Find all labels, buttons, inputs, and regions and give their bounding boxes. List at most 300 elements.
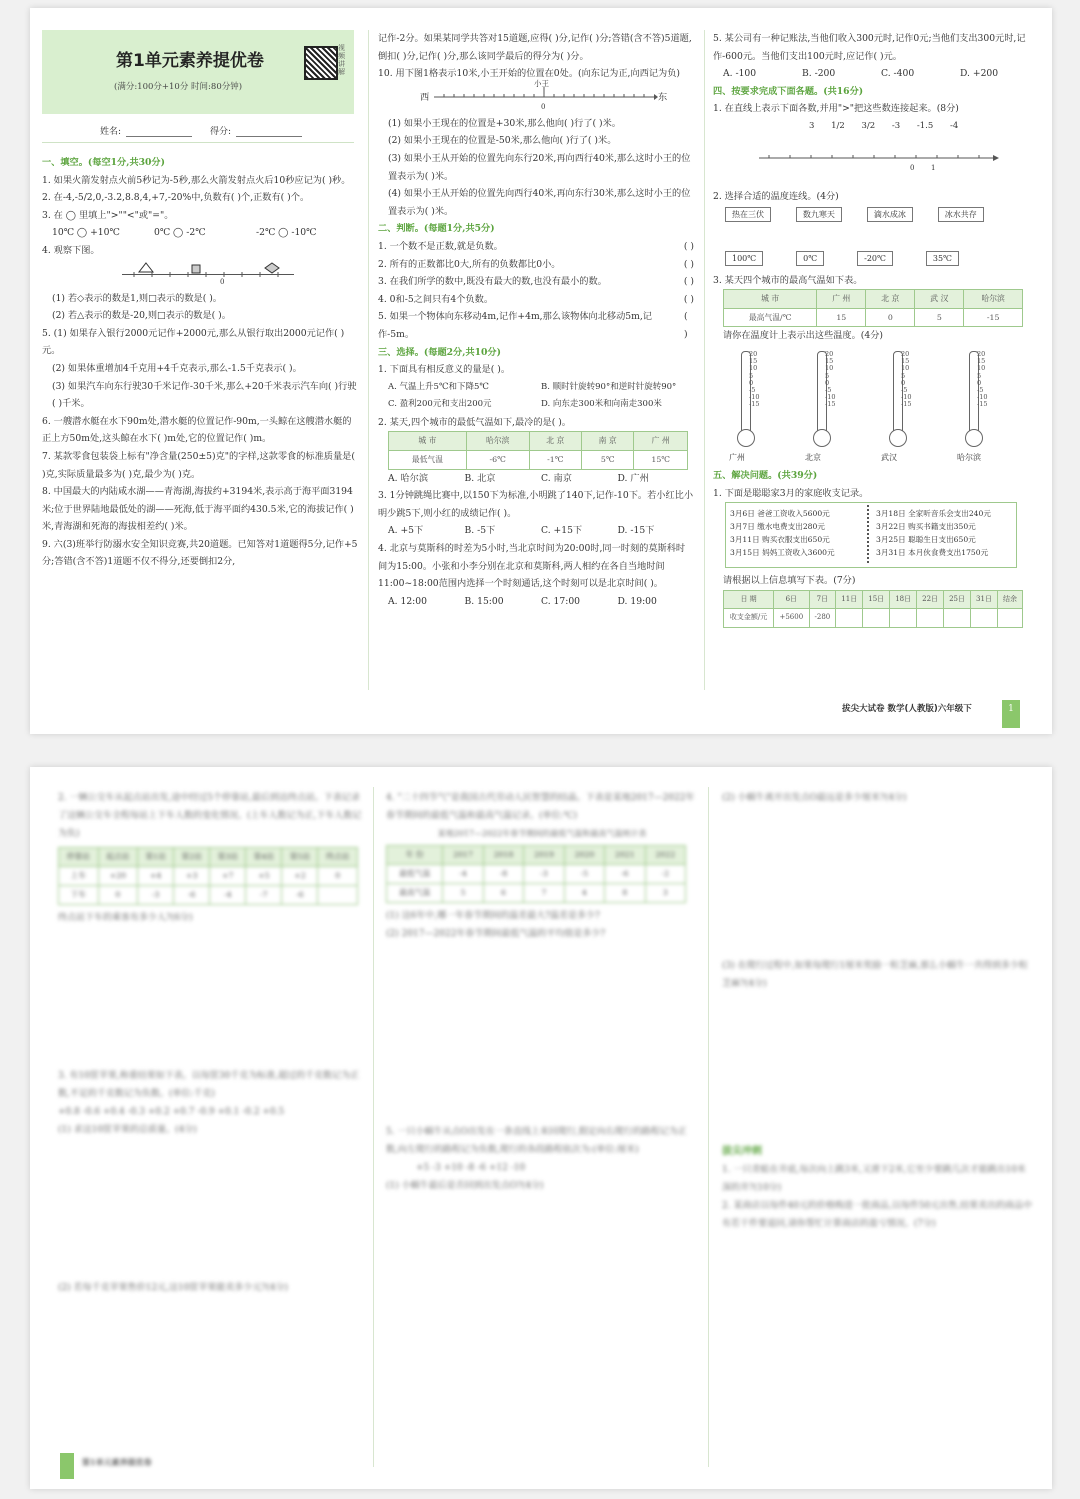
answer-cell[interactable] (863, 609, 890, 628)
scale-label: 15 (825, 357, 834, 366)
thermo-name: 哈尔滨 (957, 452, 981, 462)
table-cell: 第2站 (174, 848, 210, 867)
table-cell: 15℃ (634, 451, 688, 470)
table-cell: -6 (282, 886, 318, 905)
choice-option: B. 北京 (464, 472, 496, 484)
table-cell: 0 (866, 308, 915, 327)
scale-label: 5 (977, 371, 982, 380)
table-cell: 4 (564, 884, 604, 903)
highest-temp-table (723, 289, 1023, 327)
ledger-right (876, 507, 991, 559)
thermometer-bulb (889, 429, 907, 447)
question-4-part-1: (1) 若◇表示的数是1,则□表示的数是( )。 (52, 292, 222, 304)
answer-blank[interactable]: ( ) (683, 258, 694, 270)
diamond-icon (265, 263, 279, 273)
answer-space (386, 943, 698, 1123)
question-10-part-4: (4) 如果小王从开始的位置先向西行40米,再向东行30米,那么这时小王的位置表示为( )米。 (388, 188, 691, 217)
question-10-part-3: (3) 如果小王从开始的位置先向东行20米,再向西行40米,那么这时小王的位置表示为( )米。 (388, 152, 691, 182)
column-1 (42, 154, 358, 734)
table-cell: +2 (282, 867, 318, 886)
scale-label: -15 (825, 400, 836, 409)
table-cell: -8 (483, 865, 523, 884)
scale-label: -10 (749, 393, 760, 402)
table-cell: 第3站 (210, 848, 246, 867)
task-1-numbers (713, 118, 1039, 146)
phrase-box[interactable]: 滴水成冰 (867, 207, 913, 222)
qr-label: 视频讲解 (338, 44, 345, 76)
choice-1-opts-row2 (378, 396, 694, 414)
choice-option: D. -15下 (617, 525, 655, 537)
page2-question-2: 2. 一辆公交车从起点站出发,途中经过5个停靠站,最后到达终点站。下表记录了这辆公交车全程每站上下车人数的变化情况。(上车人数记为正,下车人数记为负) (58, 793, 362, 839)
table-cell: -3 (138, 886, 174, 905)
answer-space (58, 927, 364, 1067)
xiaowang-label: 小王 (534, 78, 549, 88)
question-10-part-2: (2) 如果小王现在的位置是-50米,那么他向( )行了( )米。 (388, 135, 617, 147)
table-cell (318, 886, 358, 905)
one-tick-label: 1 (931, 163, 936, 172)
table-cell: 15 (817, 308, 866, 327)
task-2-bottom-boxes (713, 250, 1039, 272)
scale-label: -5 (825, 385, 832, 394)
table-cell: 6日 (774, 590, 809, 609)
square-icon (192, 265, 200, 273)
judge-text: 5. 如果一个物体向东移动4m,记作+4m,那么该物体向北移动5m,记作-5m。 (378, 311, 652, 340)
choice-4-opts (378, 593, 694, 611)
choice-3: 3. 1分钟跳绳比赛中,以150下为标准,小明跳了140下,记作-10下。若小红比小明少跳5下,则小红的成绩记作( )。 (378, 490, 694, 519)
answer-cell[interactable] (997, 609, 1022, 628)
page2-question-5-c: (3) 在爬行过程中,如果每爬行1厘米奖励一粒芝麻,那么小蜗牛一共得到多少粒芝麻?(4分) (722, 961, 1029, 989)
question-4: 4. 观察下图。 (42, 244, 100, 256)
column-2 (378, 30, 694, 734)
column-3 (713, 30, 1039, 734)
scale-label: 0 (749, 378, 754, 387)
question-1: 1. 如果火箭发射点火前5秒记为-5秒,那么火箭发射点火后10秒应记为( )秒。 (42, 174, 351, 186)
exam-page-2 (30, 767, 1052, 1489)
scale-label: 0 (977, 378, 982, 387)
table-cell: -5 (564, 865, 604, 884)
choice-option: D. 向东走300米和向南走300米 (541, 399, 662, 410)
answer-space (58, 1139, 364, 1279)
number-item: 3/2 (861, 120, 876, 131)
table-cell: 年 份 (387, 846, 443, 865)
thermometers (713, 345, 1039, 467)
scale-label: 0 (825, 378, 830, 387)
question-8: 8. 中国最大的内陆咸水湖——青海湖,海拔约+3194米,表示高于海平面3194米;位于世界陆地最低处的湖——死海,低于海平面约430.5米,它的海拔记作( )米,青海湖和死海的海拔相差约( )米。 (42, 486, 354, 533)
number-line-q10 (378, 78, 694, 115)
task-1: 1. 在直线上表示下面各数,并用">"把这些数连接起来。(8分) (713, 103, 959, 115)
sprint-question-1: 1. 一只青蛙在井底,每次向上跳3米,又滑下2米,它至少要跳几次才能跳出10米深的井?(10分) (722, 1165, 1026, 1193)
table-cell: 2018 (483, 846, 523, 865)
ledger-entry: 3月11日 购买衣服支出650元 (730, 535, 830, 545)
judge-2 (378, 256, 694, 274)
page2-question-2-ask: 终点站下车的乘客有多少人?(6分) (58, 913, 193, 923)
page2-question-4-b: (2) 2017—2022年春节期间最低气温的平均值是多少? (386, 929, 606, 939)
task-3-ask: 请你在温度计上表示出这些温度。(4分) (723, 330, 884, 342)
section-judge: 二、判断。(每题1分,共5分) (378, 223, 495, 235)
scale-label: 20 (749, 349, 758, 358)
phrase-box[interactable]: 热在三伏 (725, 207, 771, 222)
number-item: -4 (949, 120, 959, 131)
column-divider (708, 787, 709, 1467)
blank-number-line (759, 152, 999, 168)
table-cell: 7 (524, 884, 564, 903)
problem-1-ask: 请根据以上信息填写下表。(7分) (723, 575, 856, 587)
scale-label: -15 (749, 400, 760, 409)
score-label: 得分: (210, 127, 232, 137)
table-cell: 日 期 (724, 590, 774, 609)
answer-cell[interactable] (971, 609, 998, 628)
scale-label: 5 (749, 371, 754, 380)
table-cell: 广 州 (817, 290, 866, 309)
answer-blank[interactable]: ( ) (683, 240, 694, 252)
table-cell: 上车 (59, 867, 99, 886)
page2-question-5-data: +5 -3 +10 -8 -6 +12 -10 (416, 1163, 526, 1173)
table-cell: 终点站 (318, 848, 358, 867)
scale-label: 20 (977, 349, 986, 358)
table-cell: +3 (174, 867, 210, 886)
scale-label: 5 (825, 371, 830, 380)
page2-question-3: 3. 有10筐苹果,称重结果如下表。以每筐30千克为标准,超过的千克数记为正数,不足的千克数记为负数。(单位:千克) (58, 1071, 360, 1099)
question-5-part-3: (3) 如果汽车向东行驶30千米记作-30千米,那么+20千米表示汽车向( )行驶( )千米。 (52, 380, 357, 410)
thermometer-bulb (813, 429, 831, 447)
table-cell: 5℃ (581, 451, 633, 470)
table-cell: +5600 (774, 609, 809, 628)
table-cell: 广 州 (634, 432, 688, 451)
choice-option: D. 广州 (617, 472, 649, 484)
name-blank[interactable] (126, 136, 192, 137)
thermo-name: 北京 (805, 452, 821, 462)
choice-option: B. -5下 (464, 525, 496, 537)
temp-box[interactable]: 35℃ (926, 251, 959, 266)
table-cell: 2022 (645, 846, 685, 865)
task-3: 3. 某天四个城市的最高气温如下表。 (713, 274, 863, 286)
table-cell: 2017 (443, 846, 483, 865)
number-line-marks (124, 262, 294, 288)
number-line-zero: 0 (220, 277, 225, 286)
table-cell: 7日 (809, 590, 836, 609)
question-5: 5. (1) 如果存入银行2000元记作+2000元,那么从银行取出2000元记作( )元。 (42, 327, 345, 357)
choice-option: C. 盈利200元和支出200元 (388, 399, 492, 410)
choice-option: C. -400 (881, 68, 915, 80)
thermo-scale (825, 351, 835, 409)
phrase-box[interactable]: 冰水共存 (938, 207, 984, 222)
column-divider (368, 30, 369, 690)
judge-1 (378, 238, 694, 256)
section-tasks: 四、按要求完成下面各题。(共16分) (713, 85, 864, 97)
choice-4: 4. 北京与莫斯科的时差为5小时,当北京时间为20:00时,同一时刻的莫斯科时间为15:00。小张和小李分别在北京和莫斯科,两人相约在各自当地时间11:00~18:00范围内选择一个时刻通话,这个时刻可以是北京时间( )。 (378, 543, 686, 590)
thermo-name: 武汉 (881, 452, 897, 462)
page2-question-5-b: (2) 小蜗牛离开出发点O最远是多少厘米?(4分) (722, 793, 907, 803)
scale-label: 10 (901, 364, 910, 373)
compare-item: 10℃ ◯ +10℃ (52, 227, 120, 239)
choice-option: C. 17:00 (541, 595, 581, 607)
question-9: 9. 六(3)班举行防溺水安全知识竞赛,共20道题。已知答对1道题得5分,记作+5分;答错(含不答)1道题不仅不得分,还要倒扣2分, (42, 538, 358, 568)
answer-blank[interactable]: ( ) (683, 293, 694, 305)
ledger-entry: 3月15日 妈妈工资收入3600元 (730, 548, 835, 558)
number-line-zero: 0 (541, 102, 546, 111)
page2-question-4: 4. "二十四节气"是我国古代劳动人民智慧的结晶。下表是某地2017—2022年春节期间的最低气温和最高气温记录。(单位:℃) (386, 793, 695, 821)
table-cell: 城 市 (389, 432, 467, 451)
scale-label: -15 (901, 400, 912, 409)
table-cell: 3 (645, 884, 685, 903)
question-9-cont: 记作-2分。如果某同学共答对15道题,应得( )分,记作( )分;答错(含不答)5道题,倒扣( )分,记作( )分,那么该同学最后的得分为( )分。 (378, 33, 692, 62)
qr-code-icon[interactable] (304, 46, 338, 80)
table-cell: 18日 (890, 590, 917, 609)
table-cell: 武 汉 (915, 290, 964, 309)
temp-box[interactable]: 0℃ (796, 251, 824, 266)
table-cell: 2019 (524, 846, 564, 865)
question-7: 7. 某款零食包装袋上标有"净含量(250±5)克"的字样,这款零食的标准质量是( )克,实际质量最多为( )克,最少为( )克。 (42, 450, 355, 480)
score-blank[interactable] (236, 136, 302, 137)
scale-label: -10 (901, 393, 912, 402)
table-cell: 6 (483, 884, 523, 903)
choice-option: A. 气温上升5℃和下降5℃ (388, 381, 489, 392)
answer-blank[interactable]: ( ) (684, 311, 688, 340)
scale-label: 10 (825, 364, 834, 373)
answer-space (722, 807, 1034, 957)
ledger-entry: 3月6日 爸爸工资收入5600元 (730, 509, 830, 519)
table-cell: 第5站 (282, 848, 318, 867)
choice-option: C. 南京 (541, 472, 572, 484)
page2-footer: 第1单元素养提优卷 (82, 1457, 152, 1467)
section-choice: 三、选择。(每题2分,共10分) (378, 346, 501, 358)
ledger-entry: 3月18日 全家听音乐会支出240元 (876, 509, 991, 519)
choice-option: A. -100 (723, 68, 757, 80)
task-2: 2. 选择合适的温度连线。(4分) (713, 190, 839, 202)
scale-label: -5 (901, 385, 908, 394)
table-cell: 收支金额/元 (724, 609, 774, 628)
ledger-notebook (725, 502, 1017, 568)
thermometer-bulb (965, 429, 983, 447)
problem-1: 1. 下面是聪聪家3月的家庭收支记录。 (713, 487, 869, 499)
answer-blank[interactable]: ( ) (683, 276, 694, 288)
bus-table (58, 847, 358, 905)
page2-column-2 (386, 789, 698, 1195)
table-cell: 第4站 (246, 848, 282, 867)
choice-2: 2. 某天,四个城市的最低气温如下,最冷的是( )。 (378, 416, 571, 428)
judge-4 (378, 291, 694, 309)
scale-label: -10 (825, 393, 836, 402)
judge-text: 1. 一个数不是正数,就是负数。 (378, 240, 503, 252)
page2-question-3-ask2: (2) 若每千克苹果售价12元,这10筐苹果能卖多少元?(4分) (58, 1283, 288, 1293)
table-cell: 2021 (605, 846, 645, 865)
page2-question-5: 5. 一只小蜗牛从点O出发在一条直线上来回爬行,假定向右爬行的路程记为正数,向左爬行的路程记为负数,爬行的各段路程依次为:(单位:厘米) (386, 1127, 687, 1155)
table-cell: +20 (98, 867, 138, 886)
number-item: -3 (891, 120, 901, 131)
table-cell: +7 (210, 867, 246, 886)
scale-label: -5 (749, 385, 756, 394)
ledger-left (730, 507, 835, 559)
choice-1: 1. 下面具有相反意义的量是( )。 (378, 364, 511, 376)
scale-label: 15 (749, 357, 758, 366)
choice-option: D. +200 (960, 68, 999, 80)
choice-5-opts (713, 65, 1039, 83)
answer-space (722, 993, 1034, 1143)
scale-label: 20 (901, 349, 910, 358)
table-cell: 哈尔滨 (466, 432, 529, 451)
question-10: 10. 用下图1格表示10米,小王开始的位置在0处。(向东记为正,向西记为负) (378, 68, 680, 80)
number-item: 1/2 (831, 120, 845, 131)
page2-question-3-ask: (1) 求这10筐苹果的总质量。(4分) (58, 1125, 197, 1135)
question-3-items (42, 224, 358, 242)
table-cell: 0 (98, 886, 138, 905)
table-cell: -1℃ (529, 451, 581, 470)
table-cell: 11日 (836, 590, 863, 609)
page2-table-title: 某地2017—2022年春节期间的最低气温和最高气温统计表 (437, 829, 647, 838)
question-2: 2. 在-4,-5/2,0,-3.2,8.8,4,+7,-20%中,负数有( )个,正数有( )个。 (42, 192, 310, 204)
number-line-ticks (434, 87, 658, 107)
sprint-title: 拔尖冲刺 (722, 1146, 762, 1157)
table-cell: 最高气温 (387, 884, 443, 903)
answer-cell[interactable] (836, 609, 863, 628)
table-cell: 25日 (944, 590, 971, 609)
page2-question-3-data: +0.8 -0.6 +0.4 -0.3 +0.2 +0.7 -0.9 +0.1 -0.2 +0.5 (58, 1107, 285, 1117)
question-6: 6. 一艘潜水艇在水下90m处,潜水艇的位置记作-90m,一头鲸在这艘潜水艇的正上方50m处,这头鲸在水下( )m处,它的位置记作( )m。 (42, 415, 352, 445)
number-item: 3 (809, 120, 815, 131)
scale-label: 0 (901, 378, 906, 387)
scale-label: -10 (977, 393, 988, 402)
ledger-entry: 3月25日 聪聪生日支出650元 (876, 535, 976, 545)
scale-label: 20 (825, 349, 834, 358)
temp-box[interactable]: -20℃ (857, 251, 893, 266)
table-cell: 起点站 (98, 848, 138, 867)
choice-option: A. +5下 (388, 525, 424, 537)
page2-column-3 (722, 789, 1034, 1233)
triangle-icon (139, 263, 153, 272)
table-cell: 北 京 (529, 432, 581, 451)
phrase-box[interactable]: 数九寒天 (796, 207, 842, 222)
thermo-scale (977, 351, 987, 409)
table-cell: 15日 (863, 590, 890, 609)
judge-text: 4. 0和-5之间只有4个负数。 (378, 293, 494, 305)
table-cell: 5 (915, 308, 964, 327)
table-cell: 城 市 (724, 290, 817, 309)
table-cell: 最低气温 (387, 865, 443, 884)
choice-5: 5. 某公司有一种记账法,当他们收入300元时,记作0元;当他们支出300元时,记作-600元。当他们支出100元时,应记作( )元。 (713, 33, 1026, 62)
choice-1-opts-row1 (378, 379, 694, 397)
scale-label: -15 (977, 400, 988, 409)
task-1-number-line (713, 146, 1039, 188)
answer-cell[interactable] (890, 609, 917, 628)
choice-option: C. +15下 (541, 525, 583, 537)
column-divider (373, 787, 374, 1467)
table-cell: -6℃ (466, 451, 529, 470)
spiral-binding-icon (867, 505, 875, 563)
choice-2-opts (378, 470, 694, 488)
answer-cell[interactable] (944, 609, 971, 628)
table-cell: -4 (443, 865, 483, 884)
temperature-table (386, 845, 686, 903)
table-cell: +5 (246, 867, 282, 886)
choice-option: A. 12:00 (388, 595, 427, 607)
choice-option: B. 顺时针旋转90°和逆时针旋转90° (541, 381, 677, 392)
table-cell: +4 (138, 867, 174, 886)
table-cell: 下车 (59, 886, 99, 905)
choice-option: B. -200 (802, 68, 836, 80)
table-cell: 最低气温 (389, 451, 467, 470)
scale-label: 5 (901, 371, 906, 380)
scale-label: 10 (977, 364, 986, 373)
exam-header (42, 30, 354, 114)
table-cell: -280 (809, 609, 836, 628)
section-fill-in: 一、填空。(每空1分,共30分) (42, 157, 165, 168)
thermometer-bulb (737, 429, 755, 447)
exam-subtitle: (满分:100分+10分 时间:80分钟) (114, 82, 243, 92)
choice-option: A. 哈尔滨 (388, 472, 429, 484)
scale-label: 10 (749, 364, 758, 373)
choice-option: B. 15:00 (464, 595, 504, 607)
name-label: 姓名: (100, 127, 122, 137)
judge-5 (378, 308, 694, 343)
table-cell: 第1站 (138, 848, 174, 867)
table-cell: 0 (318, 867, 358, 886)
question-3: 3. 在 ◯ 里填上">""<"或"="。 (42, 209, 174, 221)
table-cell: -3 (524, 865, 564, 884)
thermo-scale (749, 351, 759, 409)
sprint-question-2: 2. 某商店以每件40元的价格购进一批商品,以每件50元出售,结果卖出的商品中有若干件要退回,请你帮忙计算商店的盈亏情况。(7分) (722, 1201, 1033, 1229)
table-cell: 停靠站 (59, 848, 99, 867)
name-score-row (42, 118, 354, 143)
table-cell: 北 京 (866, 290, 915, 309)
table-cell: 22日 (917, 590, 944, 609)
temp-box[interactable]: 100℃ (725, 251, 763, 266)
table-cell: 5 (443, 884, 483, 903)
thermo-name: 广州 (729, 452, 745, 462)
table-cell: 8 (605, 884, 645, 903)
section-problems: 五、解决问题。(共39分) (713, 469, 818, 481)
lowest-temp-table (388, 431, 688, 469)
table-cell: -6 (174, 886, 210, 905)
choice-option: D. 19:00 (617, 595, 657, 607)
judge-text: 2. 所有的正数都比0大,所有的负数都比0小。 (378, 258, 561, 270)
compare-item: 0℃ ◯ -2℃ (154, 227, 206, 239)
page2-column-1 (58, 789, 364, 1297)
page-number-tab (60, 1453, 74, 1479)
income-expense-table (723, 590, 1023, 628)
table-cell: -4 (210, 886, 246, 905)
page2-question-5-ask: (1) 小蜗牛最后是否回到出发点O?(4分) (386, 1181, 544, 1191)
question-10-part-1: (1) 如果小王现在的位置是+30米,那么他向( )行了( )米。 (388, 117, 621, 129)
judge-3 (378, 273, 694, 291)
exam-title: 第1单元素养提优卷 (116, 51, 264, 71)
judge-text: 3. 在我们所学的数中,既没有最大的数,也没有最小的数。 (378, 276, 607, 288)
answer-cell[interactable] (917, 609, 944, 628)
east-label: 东 (658, 91, 668, 103)
scale-label: -5 (977, 385, 984, 394)
table-cell: 哈尔滨 (964, 290, 1023, 309)
task-2-top-boxes (713, 206, 1039, 250)
number-line-q4 (42, 260, 358, 290)
ledger-entry: 3月7日 缴水电费支出280元 (730, 522, 825, 532)
question-5-part-2: (2) 如果体重增加4千克用+4千克表示,那么-1.5千克表示( )。 (52, 362, 302, 374)
page2-question-4-a: (1) 这6年中,哪一年春节期间的温差最大?温差是多少? (386, 911, 600, 921)
table-cell: 最高气温/℃ (724, 308, 817, 327)
scale-label: 15 (977, 357, 986, 366)
table-cell: 31日 (971, 590, 998, 609)
table-cell: -7 (246, 886, 282, 905)
table-cell: 南 京 (581, 432, 633, 451)
number-item: -1.5 (916, 120, 934, 131)
choice-3-opts (378, 522, 694, 540)
compare-item: -2℃ ◯ -10℃ (256, 227, 317, 239)
table-cell: 2020 (564, 846, 604, 865)
table-cell: 结余 (997, 590, 1022, 609)
ledger-entry: 3月22日 购买书籍支出350元 (876, 522, 976, 532)
ledger-entry: 3月31日 本月伙食费支出1750元 (876, 548, 989, 558)
zero-tick-label: 0 (910, 163, 915, 172)
thermo-scale (901, 351, 911, 409)
scale-label: 15 (901, 357, 910, 366)
